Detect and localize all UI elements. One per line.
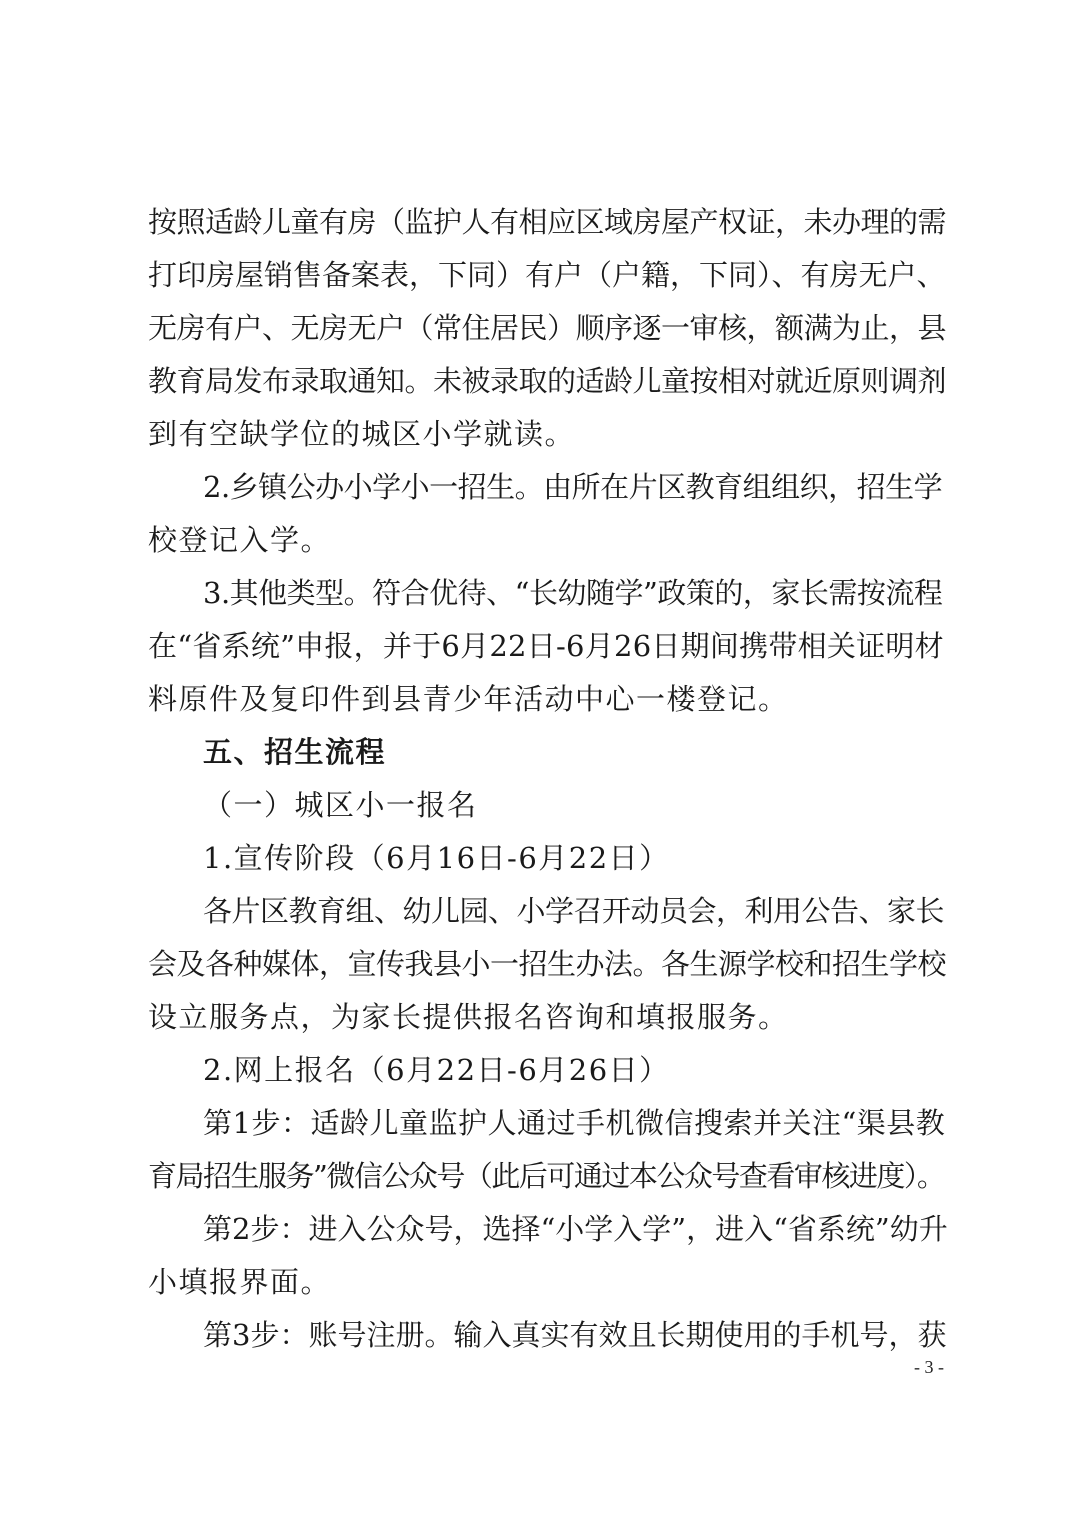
paragraph-heading-other-types: 3.其他类型。符合优待、“长幼随学”政策的，家长需按流程 — [203, 576, 943, 610]
text-line: 第3步：账号注册。输入真实有效且长期使用的手机号，获 — [203, 1318, 947, 1352]
text-line: 会及各种媒体，宣传我县小一招生办法。各生源学校和招生学校 — [148, 947, 947, 981]
text-line: 第2步：进入公众号，选择“小学入学”，进入“省系统”幼升 — [203, 1212, 948, 1246]
text-line: 到有空缺学位的城区小学就读。 — [148, 417, 576, 451]
subsection-heading-city-registration: （一）城区小一报名 — [203, 788, 478, 822]
text-line: 在“省系统”申报，并于6月22日-6月26日期间携带相关证明材 — [148, 629, 944, 663]
paragraph-heading-township-schools: 2.乡镇公办小学小一招生。由所在片区教育组组织，招生学 — [203, 470, 943, 504]
text-line: 按照适龄儿童有房（监护人有相应区域房屋产权证，未办理的需 — [148, 205, 947, 239]
text-line: 无房有户、无房无户（常住居民）顺序逐一审核，额满为止，县 — [148, 311, 947, 345]
text-line: 打印房屋销售备案表，下同）有户（户籍，下同）、有房无户、 — [148, 258, 946, 292]
text-line: 校登记入学。 — [148, 523, 332, 557]
page-number: - 3 - — [914, 1357, 944, 1377]
text-line: 小填报界面。 — [148, 1265, 332, 1299]
text-line: 育局招生服务”微信公众号（此后可通过本公众号查看审核进度）。 — [148, 1159, 945, 1193]
text-line: 设立服务点，为家长提供报名咨询和填报服务。 — [148, 1000, 789, 1034]
section-heading-enrollment-process: 五、招生流程 — [203, 735, 387, 769]
step-heading-online-registration: 2.网上报名（6月22日-6月26日） — [203, 1053, 670, 1087]
text-line: 料原件及复印件到县青少年活动中心一楼登记。 — [148, 682, 789, 716]
text-line: 各片区教育组、幼儿园、小学召开动员会，利用公告、家长 — [203, 894, 945, 928]
text-line: 第1步：适龄儿童监护人通过手机微信搜索并关注“渠县教 — [203, 1106, 946, 1140]
step-heading-publicity-stage: 1.宣传阶段（6月16日-6月22日） — [203, 841, 670, 875]
text-line: 教育局发布录取通知。未被录取的适龄儿童按相对就近原则调剂 — [148, 364, 947, 398]
